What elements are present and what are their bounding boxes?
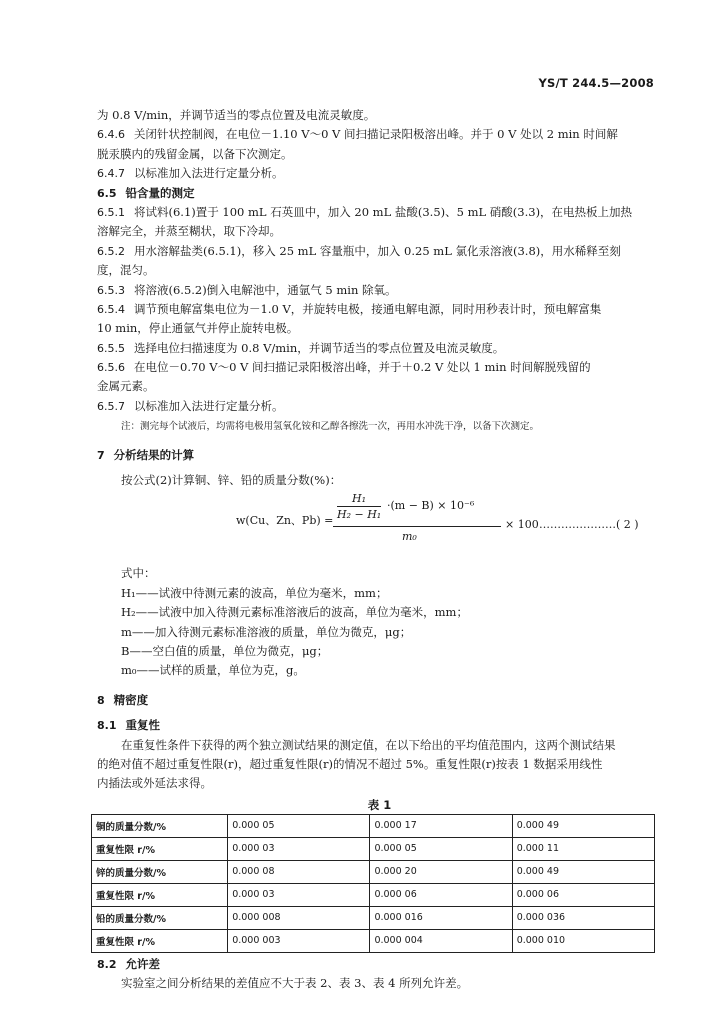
clause-text-cont: 溶解完全，并蒸至糊状，取下冷却。: [97, 224, 281, 239]
clause-number: 7: [97, 448, 105, 462]
table-row: [92, 814, 655, 837]
formula-times-100: × 100: [505, 518, 539, 532]
definition-item: H₁——试液中待测元素的波高，单位为毫米，mm；: [121, 585, 388, 600]
table-cell: 0.000 016: [370, 906, 512, 929]
clause-number: 6.5: [97, 186, 117, 200]
heading-text: 重复性: [125, 718, 160, 733]
clause-6-4-6: [97, 125, 662, 144]
clause-text: 关闭针状控制阀，在电位－1.10 V～0 V 间扫描记录阳极溶出峰。并于 0 V 处以 2 min 时间解: [134, 127, 618, 142]
table-cell: 0.000 008: [228, 906, 370, 929]
heading-text: 分析结果的计算: [113, 447, 195, 462]
table-row: [92, 837, 655, 860]
heading-text: 精密度: [113, 692, 149, 707]
clause-text-cont: 度，混匀。: [97, 263, 155, 278]
table-cell: 0.000 49: [512, 814, 654, 837]
clause-text: 在电位－0.70 V～0 V 间扫描记录阳极溶出峰，并于＋0.2 V 处以 1 min 时间解脱残留的: [134, 360, 591, 375]
document-body: [97, 106, 662, 994]
table-cell: 0.000 003: [228, 929, 370, 952]
section-heading-8-2: [97, 955, 662, 974]
paragraph: 为 0.8 V/min，并调节适当的零点位置及电流灵敏度。: [97, 108, 376, 122]
clause-number: 6.5.1: [97, 205, 125, 219]
row-header: 铜的质量分数/%: [92, 814, 228, 837]
formula-m0: m₀: [402, 530, 417, 544]
clause-number: 6.5.5: [97, 341, 125, 355]
table-cell: 0.000 03: [228, 883, 370, 906]
definition-item: B——空白值的质量，单位为微克，μg；: [121, 643, 329, 658]
section-heading-8: [97, 691, 662, 710]
clause-text: 将溶液(6.5.2)倒入电解池中，通氩气 5 min 除氧。: [134, 282, 397, 297]
row-header: 锌的质量分数/%: [92, 860, 228, 883]
heading-text: 允许差: [125, 956, 160, 971]
table-cell: 0.000 05: [228, 814, 370, 837]
formula-mid: ·(m − B) × 10⁻⁶: [387, 499, 475, 513]
clause-text-cont: 金属元素。: [97, 379, 155, 394]
clause-text: 以标准加入法进行定量分析。: [134, 398, 284, 413]
clause-number: 6.5.2: [97, 244, 125, 258]
table-row: [92, 929, 655, 952]
fraction-bar: [333, 526, 501, 527]
paragraph-cont: 的绝对值不超过重复性限(r)，超过重复性限(r)的情况不超过 5%。重复性限(r)按表 1 数据采用线性: [97, 756, 603, 771]
clause-text-cont: 10 min，停止通氩气并停止旋转电极。: [97, 321, 299, 336]
clause-text-cont: 脱汞膜内的残留金属，以备下次测定。: [97, 146, 293, 161]
table-cell: 0.000 03: [228, 837, 370, 860]
table-cell: 0.000 20: [370, 860, 512, 883]
note-text: 注：测完每个试液后，均需将电极用氢氧化铵和乙醇各擦洗一次，再用水冲洗干净，以备下次测定。: [121, 421, 540, 433]
formula-2: [97, 492, 662, 558]
formula-number: …………………( 2 ): [539, 518, 639, 532]
paragraph-cont: 内插法或外延法求得。: [97, 776, 212, 791]
standard-code: YS/T 244.5—2008: [538, 76, 654, 90]
table-cell: 0.000 004: [370, 929, 512, 952]
clause-6-5-4: [97, 300, 662, 319]
heading-text: 铅含量的测定: [125, 185, 195, 200]
table-row: [92, 906, 655, 929]
clause-6-4-7: [97, 164, 662, 183]
clause-text: 以标准加入法进行定量分析。: [134, 166, 284, 181]
clause-6-5-5: [97, 339, 662, 358]
table-cell: 0.000 05: [370, 837, 512, 860]
table-cell: 0.000 08: [228, 860, 370, 883]
definition-item: H₂——试液中加入待测元素标准溶液后的波高，单位为毫米，mm；: [121, 605, 468, 620]
clause-6-5-3: [97, 281, 662, 300]
clause-6-5-2: [97, 242, 662, 261]
row-header: 重复性限 r/%: [92, 929, 228, 952]
paragraph: 在重复性条件下获得的两个独立测试结果的测定值，在以下给出的平均值范围内，这两个测试结果: [121, 737, 616, 752]
clause-text: 选择电位扫描速度为 0.8 V/min，并调节适当的零点位置及电流灵敏度。: [134, 340, 505, 355]
table-cell: 0.000 010: [512, 929, 654, 952]
clause-number: 6.5.7: [97, 399, 125, 413]
table-1: [91, 814, 655, 953]
clause-number: 6.4.7: [97, 167, 125, 181]
paragraph: 按公式(2)计算铜、锌、铅的质量分数(%)：: [121, 473, 342, 488]
table-cell: 0.000 11: [512, 837, 654, 860]
table-cell: 0.000 06: [512, 883, 654, 906]
clause-number: 8.2: [97, 957, 117, 971]
row-header: 铅的质量分数/%: [92, 906, 228, 929]
table-cell: 0.000 06: [370, 883, 512, 906]
clause-6-5-1: [97, 203, 662, 222]
section-heading-7: [97, 446, 662, 465]
clause-number: 6.5.6: [97, 361, 125, 375]
table-row: [92, 883, 655, 906]
clause-number: 8.1: [97, 719, 117, 733]
table-cell: 0.000 17: [370, 814, 512, 837]
clause-number: 8: [97, 693, 105, 707]
table-cell: 0.000 036: [512, 906, 654, 929]
clause-text: 调节预电解富集电位为－1.0 V，并旋转电极，接通电解电源，同时用秒表计时，预电解富集: [134, 301, 602, 316]
clause-6-5-7: [97, 397, 662, 416]
clause-number: 6.5.4: [97, 302, 125, 316]
table-cell: 0.000 49: [512, 860, 654, 883]
table-row: [92, 860, 655, 883]
formula-lhs: w(Cu、Zn、Pb) =: [236, 514, 334, 528]
clause-6-5-6: [97, 358, 662, 377]
note: [97, 416, 662, 435]
definitions-list: [97, 584, 662, 681]
clause-number: 6.4.6: [97, 128, 125, 142]
definitions-heading: 式中：: [121, 566, 156, 581]
formula-h2-minus-h1: H₂ − H₁: [337, 508, 382, 522]
paragraph: 实验室之间分析结果的差值应不大于表 2、表 3、表 4 所列允许差。: [121, 976, 469, 991]
row-header: 重复性限 r/%: [92, 837, 228, 860]
clause-text: 用水溶解盐类(6.5.1)，移入 25 mL 容量瓶中，加入 0.25 mL 氯化汞溶液(3.8)，用水稀释至刻: [134, 243, 621, 258]
fraction-bar: [337, 506, 381, 507]
clause-text: 将试料(6.1)置于 100 mL 石英皿中，加入 20 mL 盐酸(3.5)、5 mL 硝酸(3.3)，在电热板上加热: [134, 204, 633, 219]
table-title: 表 1: [367, 797, 392, 812]
definition-item: m₀——试样的质量，单位为克，g。: [121, 663, 305, 678]
definition-item: m——加入待测元素标准溶液的质量，单位为微克，μg；: [121, 624, 412, 639]
formula-h1: H₁: [351, 492, 366, 506]
section-heading-8-1: [97, 716, 662, 735]
section-heading-6-5: [97, 184, 662, 203]
row-header: 重复性限 r/%: [92, 883, 228, 906]
clause-number: 6.5.3: [97, 283, 125, 297]
